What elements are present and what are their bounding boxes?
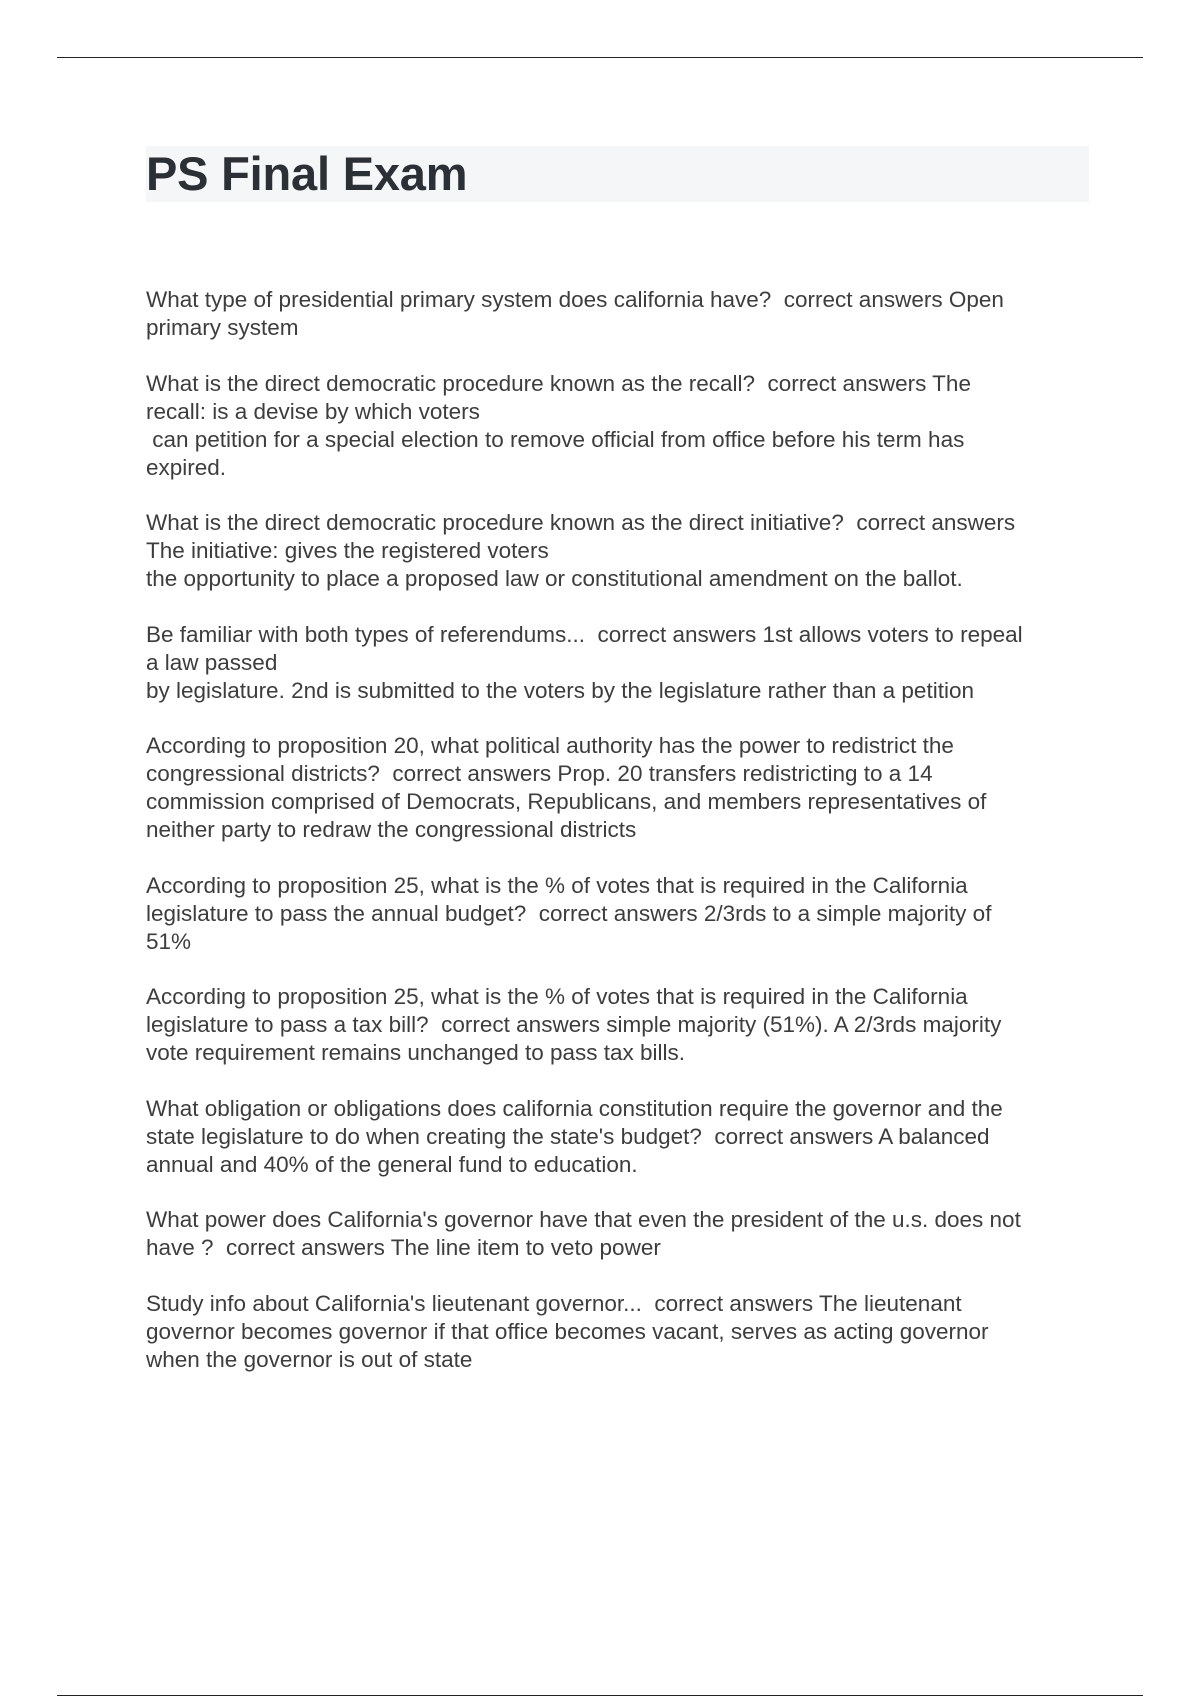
- qa-line: Be familiar with both types of referendums... correct answers 1st allows voters to repeal: [146, 621, 1023, 647]
- qa-item: [146, 1206, 1091, 1262]
- top-rule: [57, 57, 1143, 58]
- qa-item: [146, 509, 1091, 593]
- qa-line: What is the direct democratic procedure known as the direct initiative? correct answers: [146, 510, 1016, 535]
- bottom-rule: [57, 1695, 1143, 1696]
- qa-line: neither party to redraw the congressional districts: [146, 817, 637, 842]
- qa-line: state legislature to do when creating the state's budget? correct answers A balanced: [146, 1123, 990, 1149]
- qa-line: According to proposition 25, what is the % of votes that is required in the California: [146, 984, 968, 1009]
- qa-item: [146, 286, 1091, 342]
- qa-item: [146, 732, 1091, 844]
- qa-line: congressional districts? correct answers Prop. 20 transfers redistricting to a 14: [146, 761, 933, 786]
- qa-line: What type of presidential primary system does california have? correct answers Open: [146, 287, 1004, 312]
- qa-line: commission comprised of Democrats, Republicans, and members representatives of: [146, 789, 987, 814]
- qa-line: can petition for a special election to remove official from office before his term has: [146, 426, 965, 452]
- qa-line: by legislature. 2nd is submitted to the voters by the legislature rather than a petition: [146, 677, 974, 703]
- qa-line: The initiative: gives the registered voters: [146, 538, 549, 563]
- qa-item: [146, 370, 1091, 482]
- qa-line: Study info about California's lieutenant governor... correct answers The lieutenant: [146, 1290, 962, 1316]
- qa-line: According to proposition 20, what political authority has the power to redistrict the: [146, 733, 954, 758]
- qa-line: the opportunity to place a proposed law or constitutional amendment on the ballot.: [146, 566, 963, 591]
- qa-line: annual and 40% of the general fund to education.: [146, 1151, 638, 1177]
- qa-line: vote requirement remains unchanged to pass tax bills.: [146, 1040, 686, 1065]
- qa-line: recall: is a devise by which voters: [146, 398, 480, 424]
- qa-line: a law passed: [146, 649, 278, 675]
- qa-line: when the governor is out of state: [146, 1346, 473, 1372]
- qa-item: [146, 621, 1091, 705]
- qa-list: [146, 286, 1091, 1401]
- qa-item: [146, 983, 1091, 1067]
- qa-line: governor becomes governor if that office becomes vacant, serves as acting governor: [146, 1318, 989, 1344]
- qa-line: legislature to pass the annual budget? correct answers 2/3rds to a simple majority of: [146, 900, 992, 926]
- qa-line: primary system: [146, 315, 299, 340]
- qa-item: [146, 1095, 1091, 1179]
- qa-line: 51%: [146, 928, 192, 954]
- qa-line: What obligation or obligations does california constitution require the governor and the: [146, 1095, 1003, 1121]
- page-title: PS Final Exam: [146, 147, 468, 200]
- qa-line: What power does California's governor have that even the president of the u.s. does not: [146, 1207, 1021, 1232]
- qa-line: What is the direct democratic procedure known as the recall? correct answers The: [146, 370, 971, 396]
- qa-item: [146, 872, 1091, 956]
- qa-line: According to proposition 25, what is the % of votes that is required in the California: [146, 872, 968, 898]
- qa-line: legislature to pass a tax bill? correct answers simple majority (51%). A 2/3rds majority: [146, 1012, 1002, 1037]
- qa-item: [146, 1290, 1091, 1374]
- qa-line: have ? correct answers The line item to veto power: [146, 1235, 661, 1260]
- qa-line: expired.: [146, 454, 227, 480]
